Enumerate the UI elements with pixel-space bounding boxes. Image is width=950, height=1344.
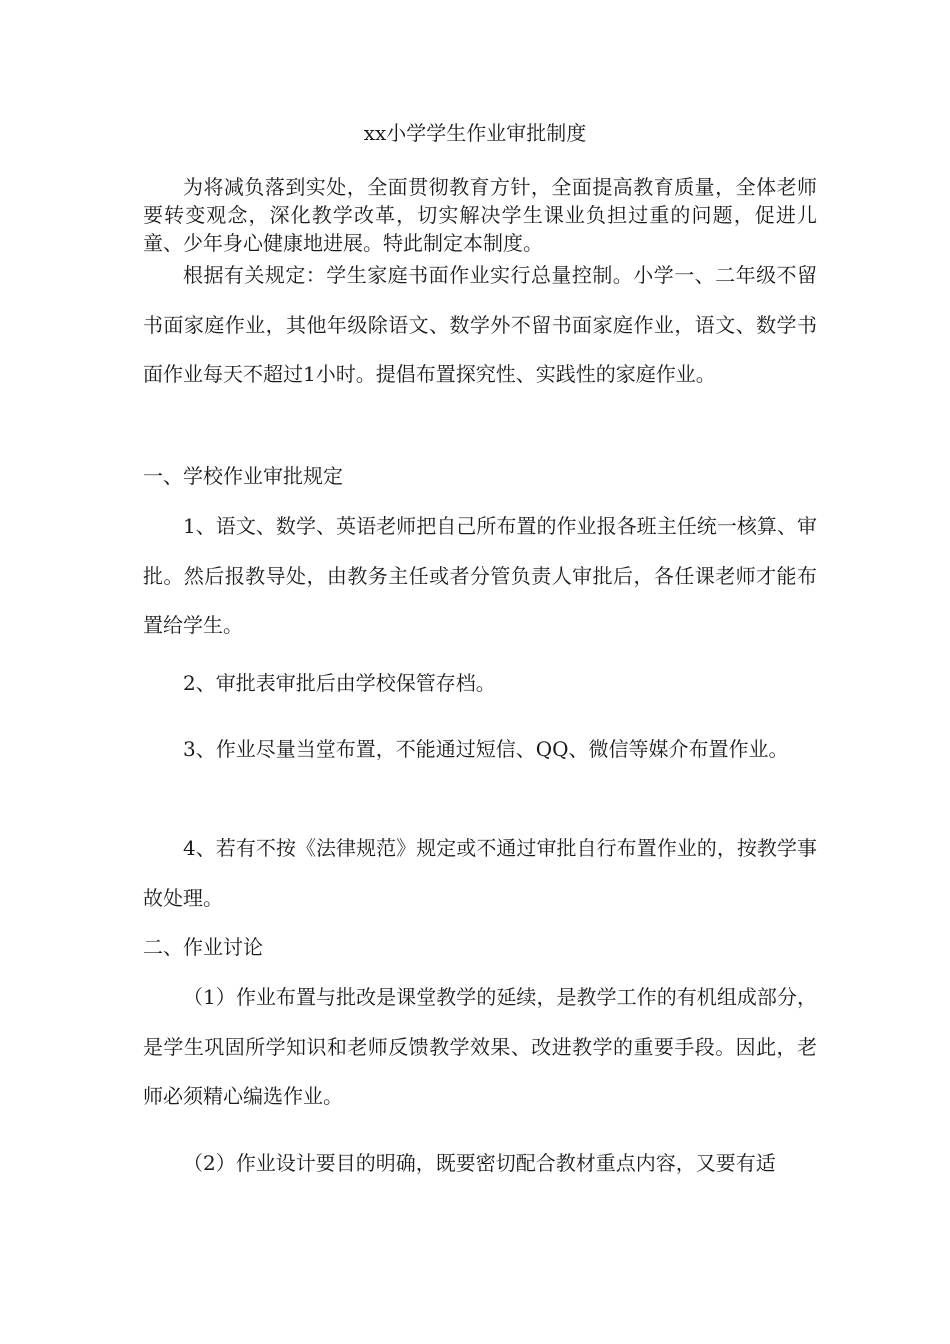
section1-item-1: 1、语文、数学、英语老师把自己所布置的作业报各班主任统一核算、审批。然后报教导处，由教务主任或者分管负责人审批后，各任课老师才能布置给学生。: [143, 514, 817, 637]
section1-heading: 一、学校作业审批规定: [143, 464, 343, 488]
document-title: xx小学学生作业审批制度: [363, 121, 587, 145]
rules-intro-paragraph: 根据有关规定：学生家庭书面作业实行总量控制。小学一、二年级不留书面家庭作业，其他年级除语文、数学外不留书面家庭作业，语文、数学书面作业每天不超过1小时。提倡布置探究性、实践性的家庭作业。: [143, 263, 817, 386]
intro-paragraph: 为将减负落到实处，全面贯彻教育方针，全面提高教育质量，全体老师要转变观念，深化教学改革，切实解决学生课业负担过重的问题，促进儿童、少年身心健康地进展。特此制定本制度。: [143, 175, 817, 255]
section1-item-2: 2、审批表审批后由学校保管存档。: [183, 671, 496, 695]
section1-item-4: 4、若有不按《法律规范》规定或不通过审批自行布置作业的，按教学事故处理。: [143, 836, 817, 910]
section1-item-3: 3、作业尽量当堂布置，不能通过短信、QQ、微信等媒介布置作业。: [183, 737, 789, 761]
section2-heading: 二、作业讨论: [143, 935, 263, 959]
section2-item-1: （1）作业布置与批改是课堂教学的延续，是教学工作的有机组成部分，是学生巩固所学知识和老师反馈教学效果、改进教学的重要手段。因此，老师必须精心编选作业。: [143, 985, 817, 1108]
section2-item-2: （2）作业设计要目的明确，既要密切配合教材重点内容，又要有适: [183, 1151, 776, 1175]
